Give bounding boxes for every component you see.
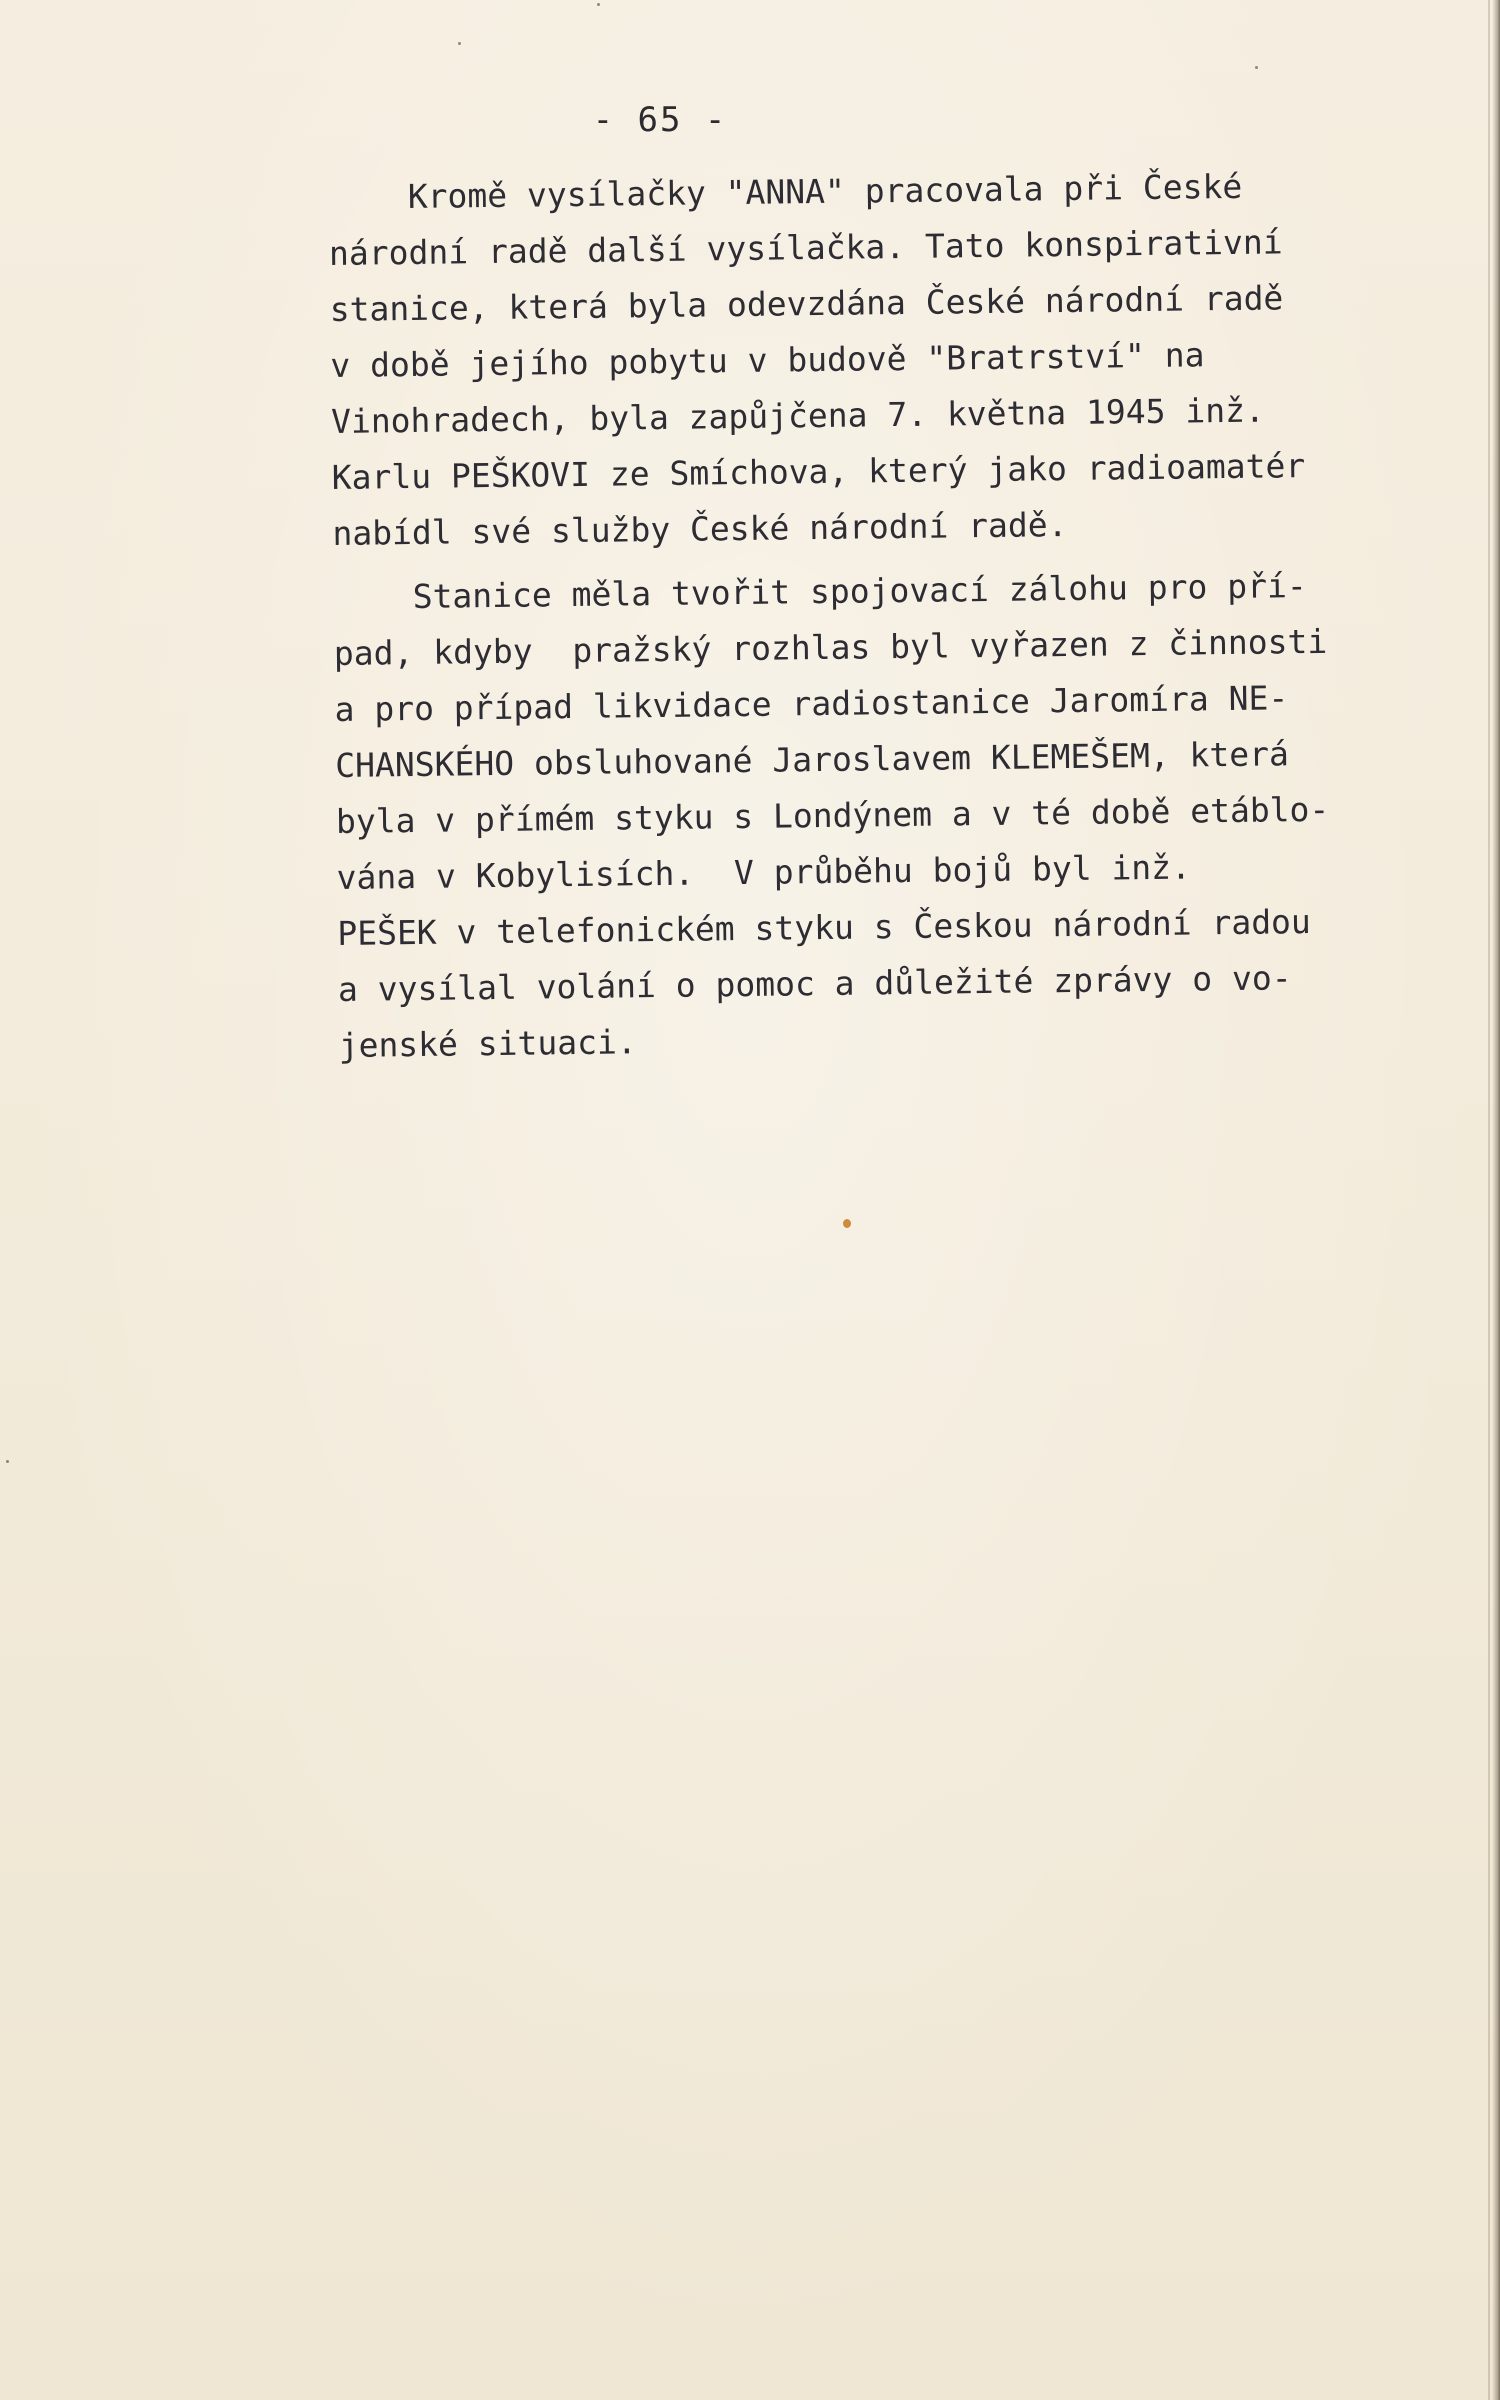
text-line: národní radě další vysílačka. Tato konspirativní bbox=[328, 222, 1283, 273]
text-line: v době jejího pobytu v budově "Bratrství" na bbox=[330, 335, 1205, 385]
paper-speck bbox=[6, 1460, 9, 1463]
paragraph-1 bbox=[328, 157, 1433, 562]
page-edge-shadow bbox=[1492, 0, 1500, 2400]
text-line: PEŠEK v telefonickém styku s Českou národní radou bbox=[337, 902, 1312, 953]
text-line: Kromě vysílačky "ANNA" pracovala při České bbox=[328, 166, 1243, 217]
ink-stain-dot bbox=[843, 1219, 851, 1228]
paragraph-2 bbox=[333, 557, 1439, 1074]
paper-speck bbox=[1255, 66, 1258, 69]
page-fold-line bbox=[1488, 0, 1490, 2400]
typewritten-text bbox=[328, 157, 1439, 1074]
paper-speck bbox=[597, 3, 600, 6]
text-line: a pro případ likvidace radiostanice Jaromíra NE- bbox=[334, 678, 1289, 729]
text-line: nabídl své služby České národní radě. bbox=[332, 504, 1068, 553]
paper-speck bbox=[458, 42, 461, 45]
text-line: byla v přímém styku s Londýnem a v té době etáblo- bbox=[335, 789, 1330, 841]
text-line: Karlu PEŠKOVI ze Smíchova, který jako radioamatér bbox=[331, 446, 1306, 497]
text-line: stanice, která byla odevzdána České národní radě bbox=[329, 278, 1284, 329]
text-line: Stanice měla tvořit spojovací zálohu pro pří- bbox=[332, 566, 1307, 617]
text-line: Vinohradech, byla zapůjčena 7. května 1945 inž. bbox=[330, 390, 1266, 441]
text-line: CHANSKÉHO obsluhované Jaroslavem KLEMEŠEM, která bbox=[335, 734, 1290, 785]
text-line: a vysílal volání o pomoc a důležité zprávy o vo- bbox=[337, 958, 1292, 1009]
text-line: pad, kdyby pražský rozhlas byl vyřazen z činnosti bbox=[333, 621, 1328, 673]
text-line: jenské situaci. bbox=[338, 1022, 637, 1065]
page-number: - 65 - bbox=[592, 100, 728, 140]
text-line: vána v Kobylisích. V průběhu bojů byl inž. bbox=[336, 847, 1192, 897]
